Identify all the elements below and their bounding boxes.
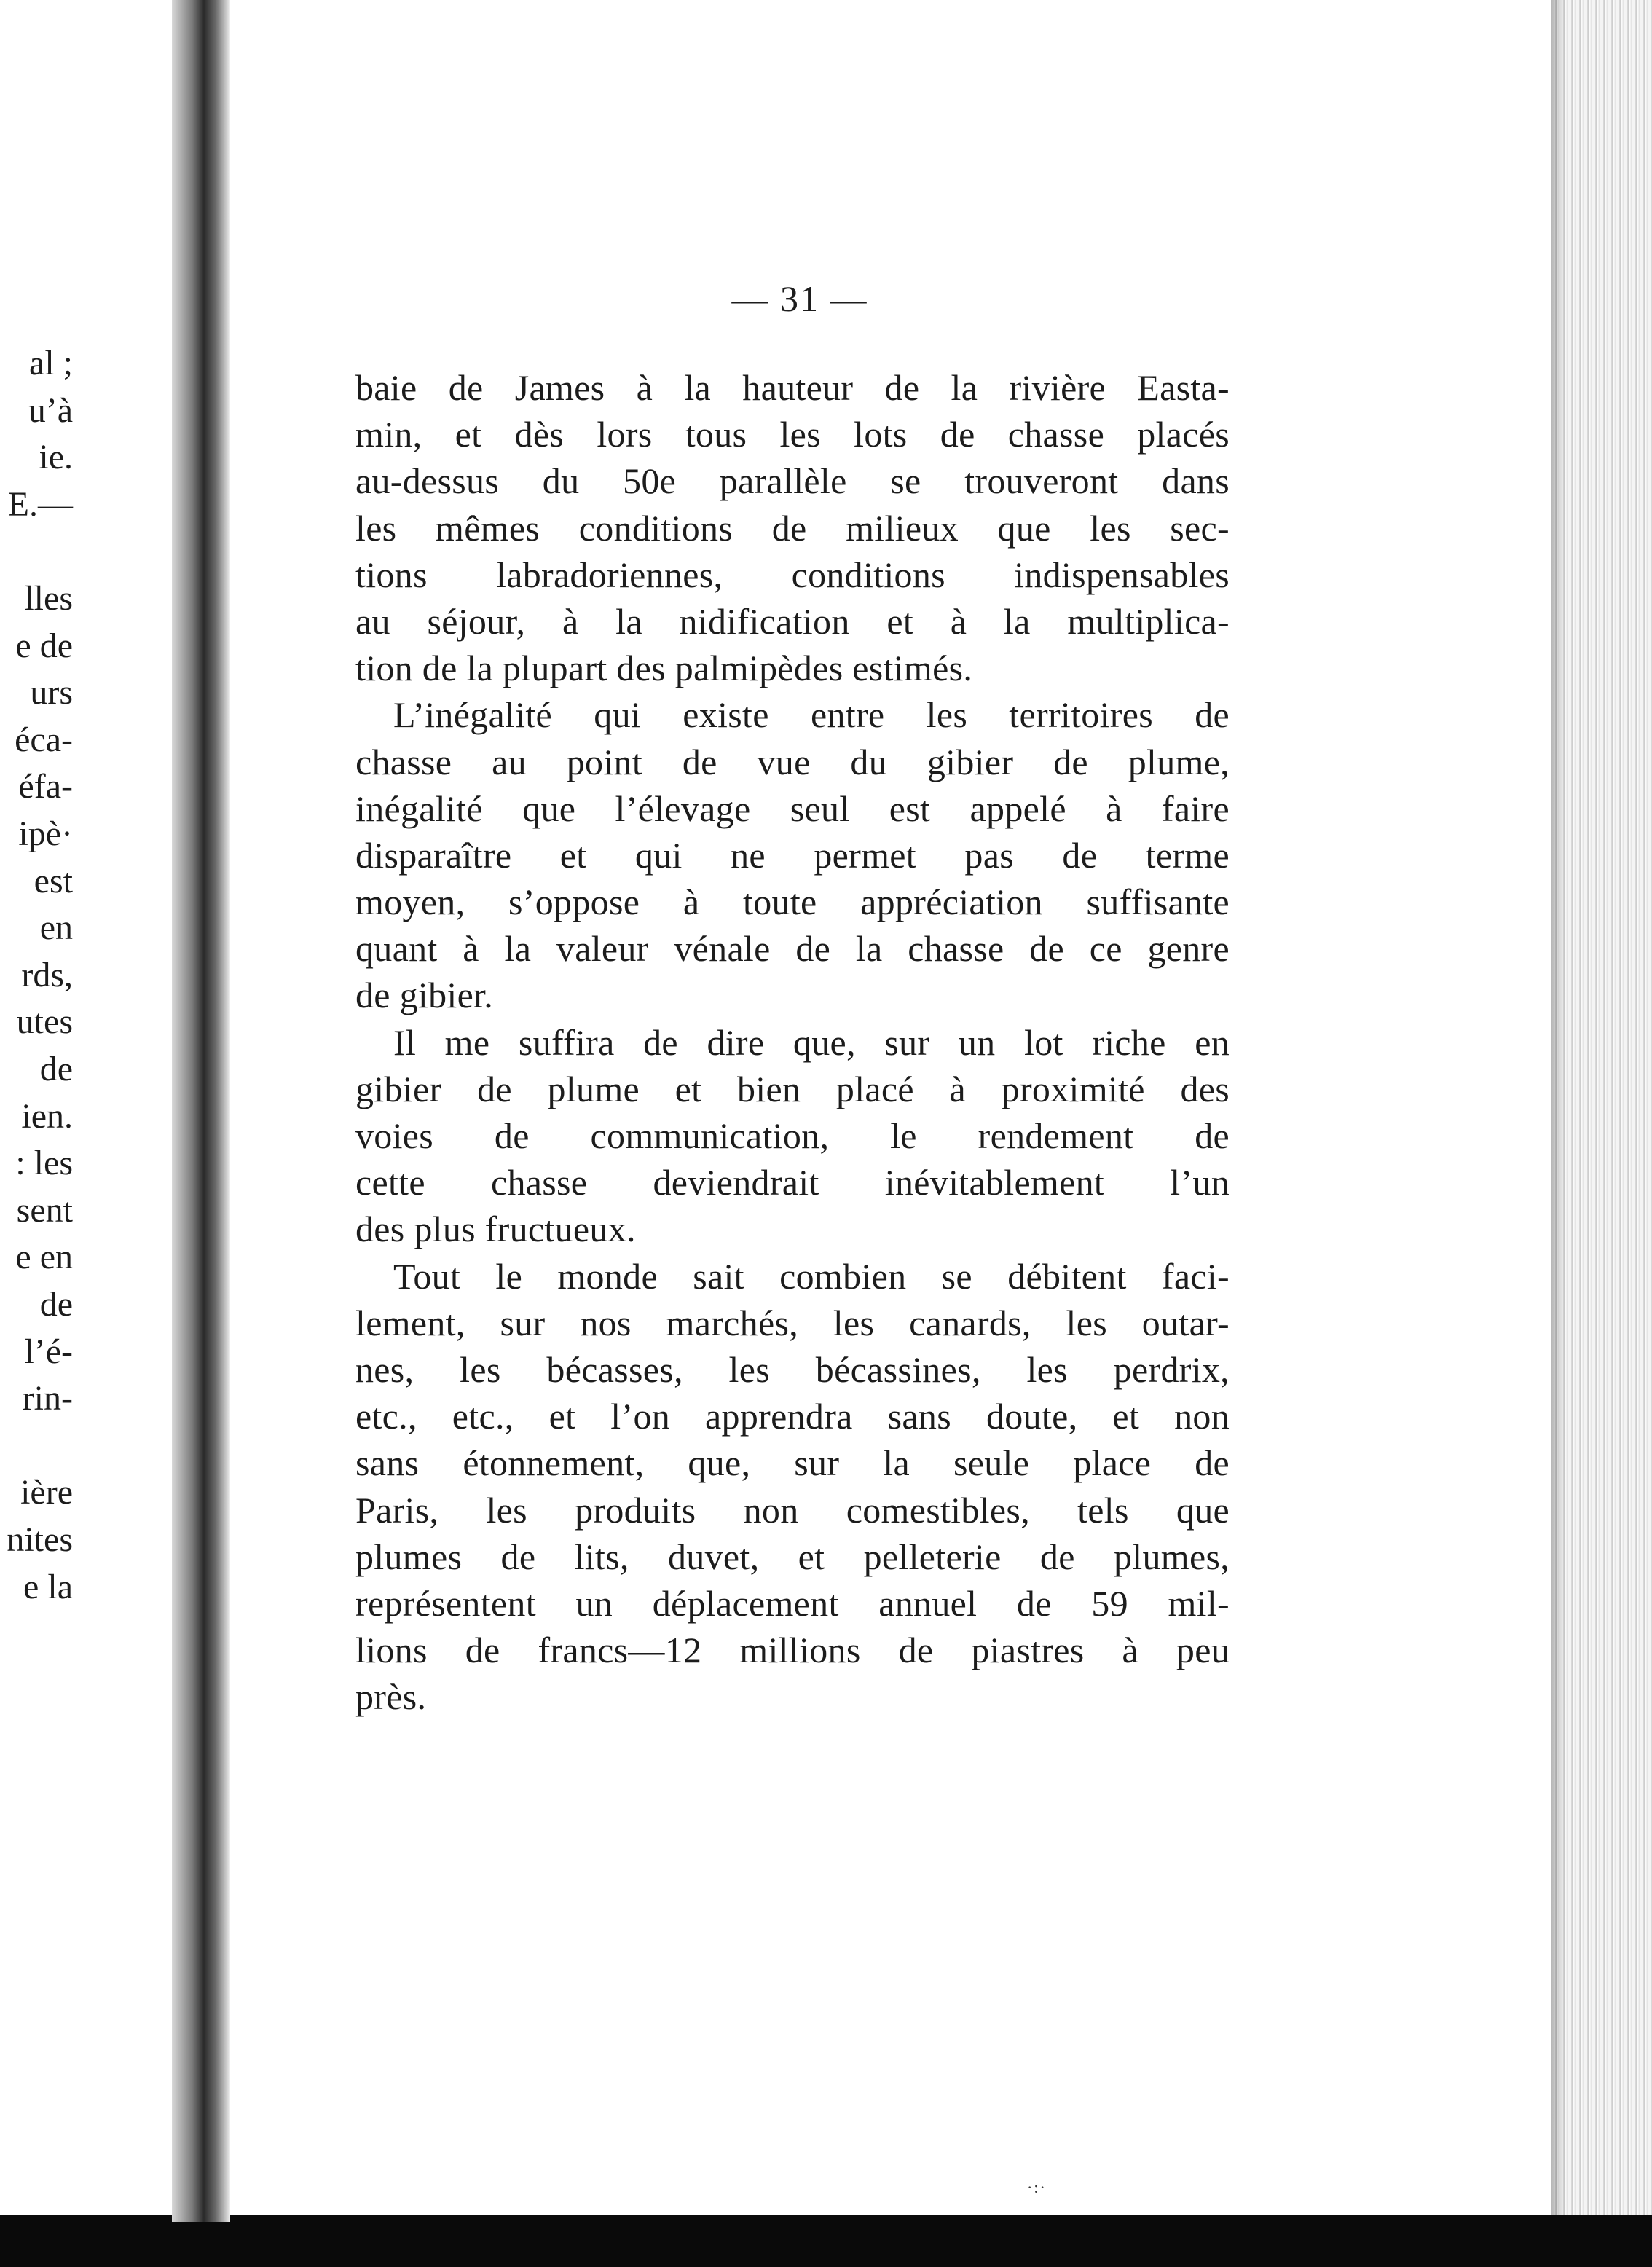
left-page-fragment: ière [20,1473,73,1512]
left-page-fragment: e la [23,1567,73,1606]
left-page-fragment: rds, [21,955,73,994]
text-line: lions de francs—12 millions de piastres à peu [355,1630,1230,1671]
left-page-fragment: est [34,861,73,900]
left-page-fragment: sent [16,1190,73,1230]
left-page-fragment: éca- [15,720,73,759]
book-gutter-shadow [172,0,230,2222]
page-body-text [355,364,1230,1720]
text-line: voies de communication, le rendement de [355,1115,1230,1156]
left-page-fragment: éfa- [18,767,73,806]
left-page-fragment: utes [16,1002,73,1042]
paragraph [355,691,1230,1018]
text-line: des plus fructueux. [355,1209,636,1250]
left-page-fragment: E.— [7,484,73,524]
bottom-print-specks: ·:· [1027,2178,1047,2196]
left-page-fragment: ien. [21,1096,73,1136]
text-line: de gibier. [355,975,494,1016]
text-line: lement, sur nos marchés, les canards, les outar- [355,1302,1230,1343]
left-page-fragment: rin- [22,1379,73,1418]
stacked-page-edges [1551,0,1652,2215]
text-line: au séjour, à la nidification et à la multiplica- [355,600,1230,642]
text-line: min, et dès lors tous les lots de chasse placés [355,414,1230,455]
left-facing-page [0,0,191,2215]
text-line: tion de la plupart des palmipèdes estimés. [355,648,973,689]
left-page-fragment: lles [24,579,73,618]
left-page-fragment: de [39,1285,73,1324]
left-page-fragment: u’à [28,390,73,430]
text-line: représentent un déplacement annuel de 59 mil- [355,1582,1230,1624]
left-page-fragment: ie. [39,438,73,477]
paragraph [355,1019,1230,1253]
text-line: près. [355,1676,427,1718]
paragraph [355,364,1230,691]
text-line: Paris, les produits non comestibles, tels que [355,1489,1230,1531]
text-line: plumes de lits, duvet, et pelleterie de plumes, [355,1536,1230,1577]
left-page-fragment: : les [15,1144,73,1183]
text-line: au-dessus du 50e parallèle se trouveront dans [355,460,1230,502]
text-line: gibier de plume et bien placé à proximité des [355,1068,1230,1109]
left-page-fragment: de [39,1050,73,1088]
text-line: Il me suffira de dire que, sur un lot riche en [393,1021,1230,1063]
text-line: les mêmes conditions de milieux que les sec- [355,507,1230,549]
text-line: Tout le monde sait combien se débitent faci- [393,1255,1230,1297]
text-line: inégalité que l’élevage seul est appelé à faire [355,787,1230,829]
left-page-fragment: ipè· [18,814,73,853]
text-line: tions labradoriennes, conditions indispensables [355,554,1230,595]
text-line: chasse au point de vue du gibier de plume, [355,741,1230,782]
left-page-fragment: l’é- [24,1332,73,1371]
paragraph [355,1253,1230,1721]
text-line: baie de James à la hauteur de la rivière Easta- [355,367,1230,408]
text-line: nes, les bécasses, les bécassines, les perdrix, [355,1348,1230,1390]
text-line: etc., etc., et l’on apprendra sans doute, et non [355,1396,1230,1437]
text-line: L’inégalité qui existe entre les territoires de [393,694,1230,736]
text-line: disparaître et qui ne permet pas de terme [355,834,1230,876]
text-line: quant à la valeur vénale de la chasse de ce genre [355,928,1230,970]
left-page-fragment: e de [15,626,73,665]
left-page-fragment: al ; [29,344,73,382]
text-line: moyen, s’oppose à toute appréciation suffisante [355,881,1230,923]
page-number: — 31 — [731,278,868,319]
page-edge-shadow [1551,0,1566,2215]
left-page-fragment: en [39,908,73,948]
left-page-fragment: e en [15,1238,73,1277]
text-line: cette chasse deviendrait inévitablement l’un [355,1162,1230,1203]
left-page-fragment: nites [7,1520,73,1559]
left-page-fragment: urs [30,673,73,712]
text-line: sans étonnement, que, sur la seule place de [355,1442,1230,1484]
